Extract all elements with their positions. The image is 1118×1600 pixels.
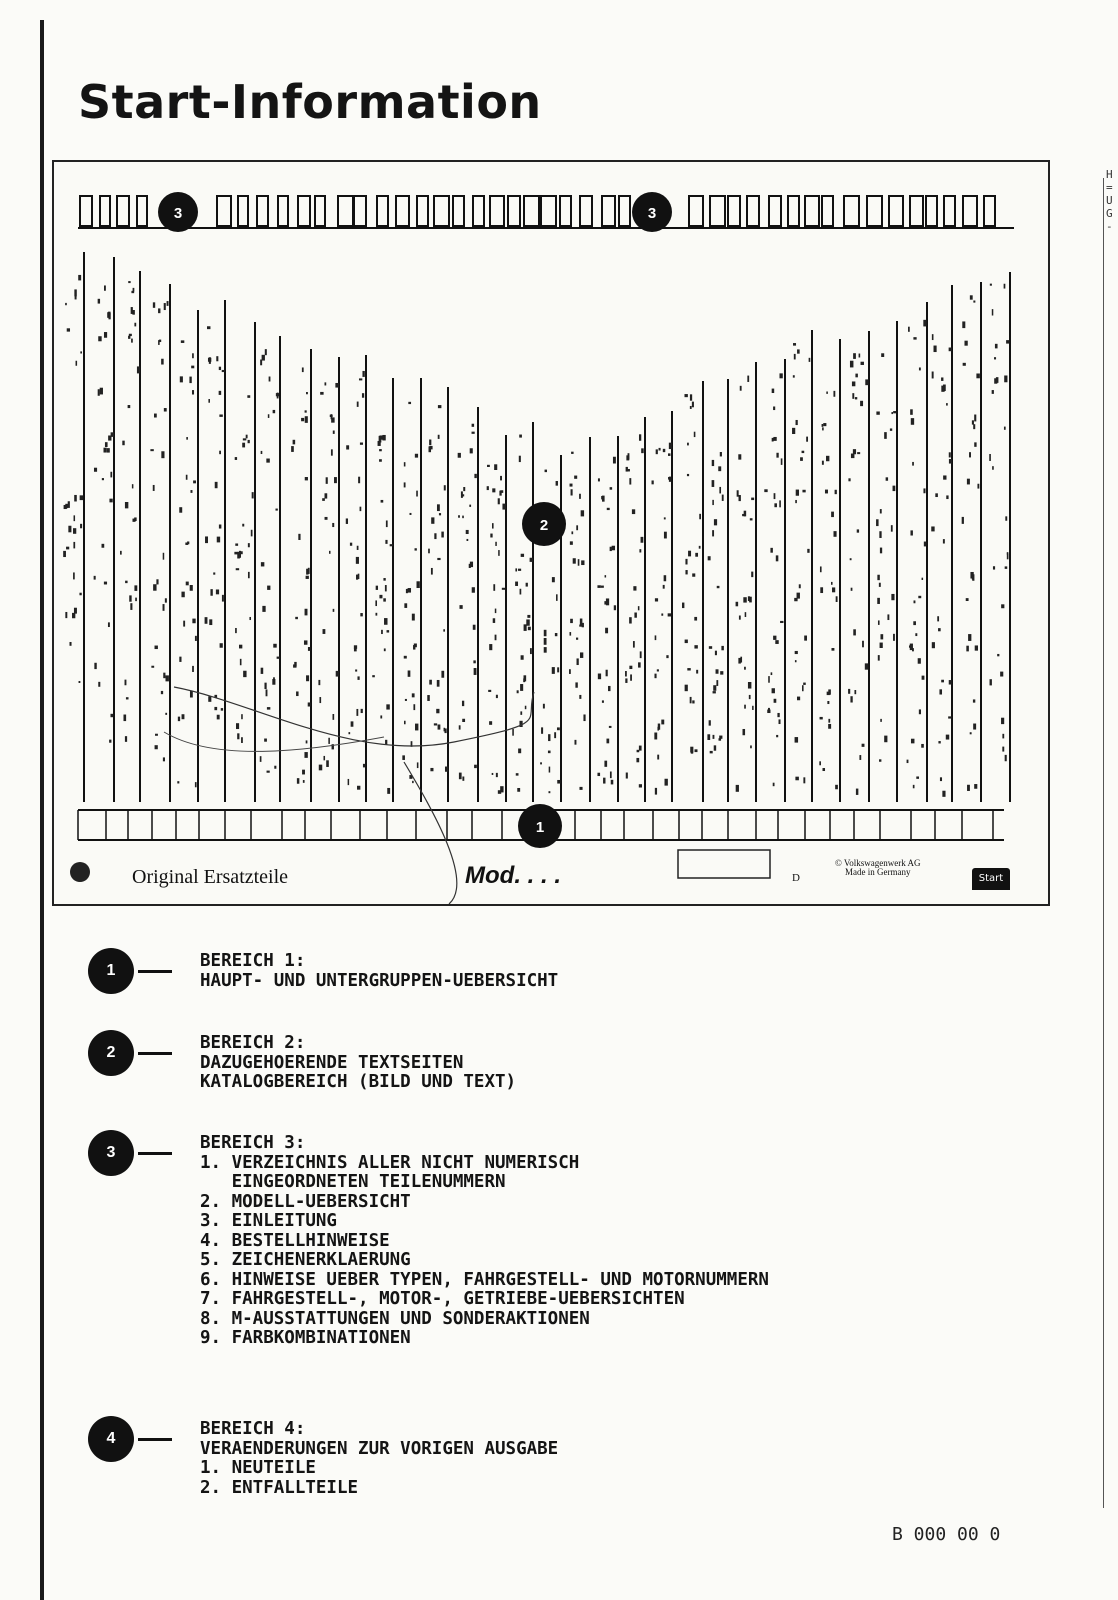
leader-dash bbox=[138, 1052, 172, 1055]
legend-line: 2. MODELL-UEBERSICHT bbox=[200, 1191, 411, 1212]
top-tab-strip bbox=[78, 196, 1014, 228]
top-tab bbox=[508, 196, 520, 226]
top-tab bbox=[747, 196, 759, 226]
marker-two bbox=[522, 502, 566, 546]
legend-line: 1. NEUTEILE bbox=[200, 1458, 316, 1478]
legend-line: EINGEORDNETEN TEILENUMMERN bbox=[200, 1172, 506, 1192]
top-tab bbox=[560, 196, 571, 226]
legend-text bbox=[200, 1420, 558, 1498]
legend-line: 2. ENTFALLTEILE bbox=[200, 1477, 359, 1498]
legend-line: 7. FAHRGESTELL-, MOTOR-, GETRIEBE-UEBERSICHTEN bbox=[200, 1289, 685, 1309]
legend-text bbox=[200, 952, 558, 991]
top-tab bbox=[396, 196, 409, 226]
top-tab bbox=[805, 196, 819, 226]
top-tab bbox=[354, 196, 366, 226]
svg-text:3: 3 bbox=[173, 205, 183, 222]
legend-line: BEREICH 4: bbox=[200, 1419, 306, 1439]
top-tab bbox=[453, 196, 464, 226]
top-tab bbox=[238, 196, 248, 226]
top-tab bbox=[889, 196, 903, 226]
margin-note bbox=[1106, 168, 1113, 233]
margin-note-line: U bbox=[1106, 194, 1113, 207]
legend-line: 6. HINWEISE UEBER TYPEN, FAHRGESTELL- UND MOTORNUMMERN bbox=[200, 1269, 769, 1290]
legend-line: VERAENDERUNGEN ZUR VORIGEN AUSGABE bbox=[200, 1438, 559, 1459]
legend-line: 5. ZEICHENERKLAERUNG bbox=[200, 1250, 411, 1270]
legend-line: BEREICH 2: bbox=[200, 1033, 306, 1053]
legend-line: 3. EINLEITUNG bbox=[200, 1211, 337, 1231]
legend-line: 8. M-AUSSTATTUNGEN UND SONDERAKTIONEN bbox=[200, 1308, 590, 1329]
top-tab bbox=[490, 196, 504, 226]
legend-line: BEREICH 3: bbox=[200, 1133, 306, 1153]
top-tab bbox=[844, 196, 859, 226]
footer-d-label: D bbox=[792, 872, 800, 884]
marker-one bbox=[518, 804, 562, 848]
leader-dash bbox=[138, 970, 172, 973]
top-tab bbox=[100, 196, 110, 226]
margin-note-line: G bbox=[1106, 207, 1113, 220]
top-tab bbox=[217, 196, 231, 226]
top-tab bbox=[867, 196, 882, 226]
footer-model-label: Mod. . . . bbox=[465, 862, 561, 889]
legend-line: 1. VERZEICHNIS ALLER NICHT NUMERISCH bbox=[200, 1152, 580, 1173]
top-tab bbox=[315, 196, 325, 226]
legend-line: HAUPT- UND UNTERGRUPPEN-UEBERSICHT bbox=[200, 970, 559, 991]
margin-note-line: = bbox=[1106, 181, 1113, 194]
left-margin-rule bbox=[40, 20, 44, 1600]
top-tab bbox=[338, 196, 353, 226]
legend-line: 4. BESTELLHINWEISE bbox=[200, 1230, 390, 1251]
margin-note-line: H bbox=[1106, 168, 1113, 181]
top-tab bbox=[619, 196, 630, 226]
top-tab bbox=[910, 196, 923, 226]
svg-text:3: 3 bbox=[647, 205, 657, 222]
top-tab bbox=[984, 196, 995, 226]
top-tab bbox=[944, 196, 955, 226]
top-tab bbox=[963, 196, 977, 226]
top-tab bbox=[137, 196, 147, 226]
top-tab bbox=[769, 196, 781, 226]
marker-circle: 1 bbox=[88, 948, 134, 994]
legend-line: BEREICH 1: bbox=[200, 951, 306, 971]
margin-note-line: - bbox=[1106, 220, 1113, 233]
top-tab bbox=[689, 196, 703, 226]
marker-circle: 2 bbox=[88, 1030, 134, 1076]
top-tab bbox=[788, 196, 799, 226]
top-tab bbox=[80, 196, 92, 226]
legend-text bbox=[200, 1034, 516, 1093]
page-code: B 000 00 0 bbox=[892, 1524, 1001, 1545]
top-tab bbox=[377, 196, 388, 226]
svg-text:1: 1 bbox=[535, 819, 545, 836]
leader-dash bbox=[138, 1152, 172, 1155]
top-tab bbox=[417, 196, 428, 226]
right-margin-rule bbox=[1103, 178, 1104, 1508]
top-tab bbox=[580, 196, 592, 226]
footer-copyright: © Volkswagenwerk AG bbox=[835, 858, 921, 868]
top-tab bbox=[710, 196, 725, 226]
top-tab bbox=[524, 196, 539, 226]
marker-three-top-right bbox=[632, 192, 672, 232]
top-tab bbox=[298, 196, 310, 226]
marker-three-top-left bbox=[158, 192, 198, 232]
top-tab bbox=[602, 196, 615, 226]
top-tab bbox=[728, 196, 740, 226]
top-tab bbox=[434, 196, 449, 226]
top-tab bbox=[473, 196, 484, 226]
catalog-card-illustration bbox=[52, 160, 1050, 906]
marker-circle: 4 bbox=[88, 1416, 134, 1462]
top-tab bbox=[926, 196, 937, 226]
start-tab: Start bbox=[972, 868, 1010, 890]
legend-line: KATALOGBEREICH (BILD UND TEXT) bbox=[200, 1072, 517, 1092]
card-drawing bbox=[54, 162, 1048, 904]
footer-brand-text: Original Ersatzteile bbox=[132, 866, 289, 888]
page-title: Start-Information bbox=[78, 75, 542, 129]
svg-text:2: 2 bbox=[539, 517, 549, 534]
legend-line: 9. FARBKOMBINATIONEN bbox=[200, 1328, 411, 1348]
top-tab bbox=[117, 196, 129, 226]
top-tab bbox=[278, 196, 288, 226]
legend-line: DAZUGEHOERENDE TEXTSEITEN bbox=[200, 1052, 464, 1073]
legend-text bbox=[200, 1134, 769, 1349]
top-tab bbox=[541, 196, 556, 226]
footer-made-in: Made in Germany bbox=[845, 867, 911, 877]
top-tab bbox=[822, 196, 833, 226]
leader-dash bbox=[138, 1438, 172, 1441]
top-tab bbox=[257, 196, 268, 226]
marker-circle: 3 bbox=[88, 1130, 134, 1176]
crease-line bbox=[174, 687, 534, 746]
